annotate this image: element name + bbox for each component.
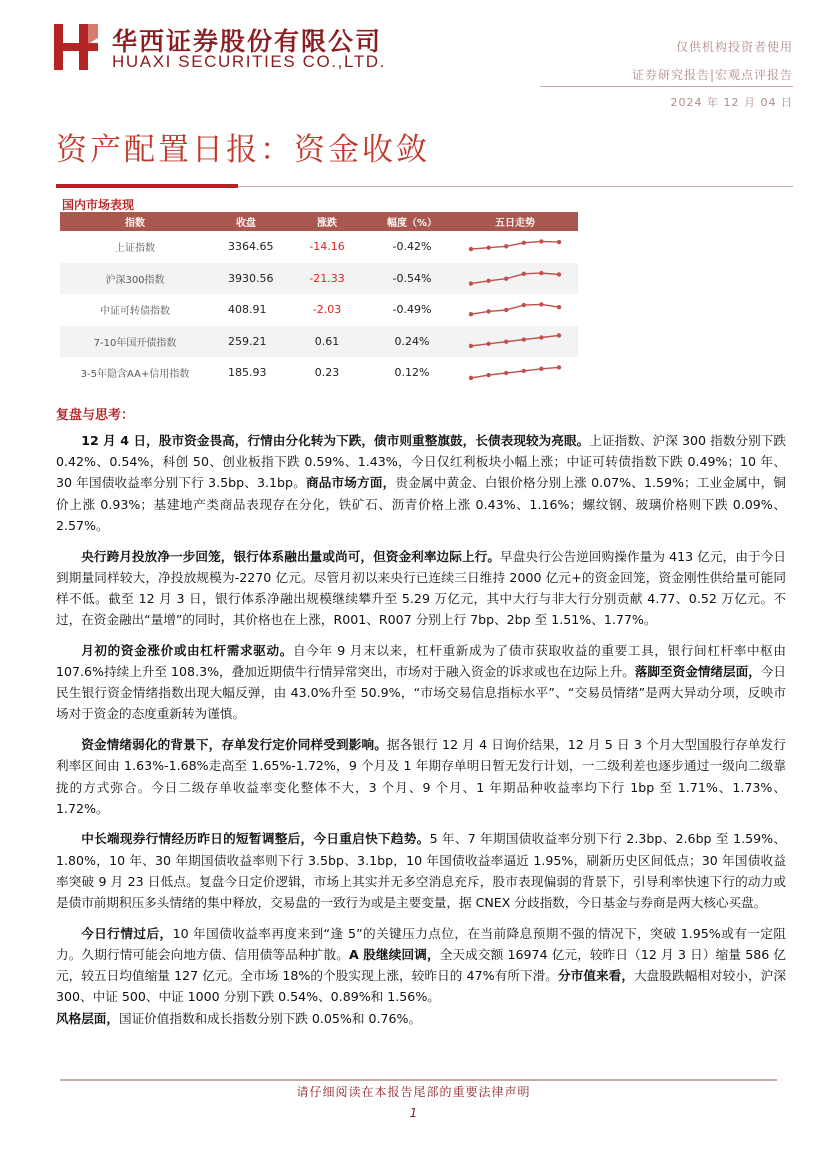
trend-sparkline [452,326,578,358]
col-header-close: 收盘 [210,212,282,231]
pct-value: 0.24% [372,326,452,358]
sparkline-point [522,240,526,244]
sparkline-point [469,344,473,348]
paragraph: 12 月 4 日，股市资金畏高，行情由分化转为下跌，债市则重整旗鼓，长债表现较为亮眼。上证指数、沪深 300 指数分别下跌 0.42%、0.54%，科创 50、创业板指下跌 0.59%、1.43%，今日仅红利板块小幅上涨；中证可转债指数下跌 0.49%；10 年、30 年国债收益率分别下行 3.5bp、3.1bp。商品市场方面，贵金属中黄金、白银价格分别上涨 0.07%、1.59%；工业金属中，铜价上涨 0.93%；基建地产类商品表现存在分化，铁矿石、沥青价格上涨 0.43%、1.16%；螺纹钢、玻璃价格则下跌 0.09%、2.57%。 [56,433,786,533]
footer-divider [60,1079,777,1081]
sparkline-point [486,279,490,283]
trend-sparkline [452,294,578,326]
title-accent-bar [56,184,238,188]
table-row [60,263,578,295]
trend-sparkline [452,263,578,295]
sparkline-point [486,342,490,346]
header-divider [540,86,793,87]
index-name: 上证指数 [60,231,210,263]
market-table [60,212,578,389]
change-value: -21.33 [282,263,372,295]
sparkline-path [471,273,559,284]
sparkline-point [539,302,543,306]
company-name-cn: 华西证券股份有限公司 [112,27,383,56]
close-value: 259.21 [210,326,282,358]
review-heading: 复盘与思考： [56,408,135,423]
change-value: -14.16 [282,231,372,263]
sparkline-path [471,304,559,314]
close-value: 3364.65 [210,231,282,263]
table-row [60,357,578,389]
legal-disclaimer: 请仔细阅读在本报告尾部的重要法律声明 [296,1085,531,1099]
table-row [60,326,578,358]
index-name: 3-5年隐含AA+信用指数 [60,357,210,389]
sparkline-point [539,271,543,275]
change-value: 0.61 [282,326,372,358]
sparkline-point [469,247,473,251]
paragraph: 中长端现券行情经历昨日的短暂调整后，今日重启快下趋势。5 年、7 年期国债收益率分别下行 2.3bp、2.6bp 至 1.59%、1.80%，10 年、30 年期国债收益率则下行 3.5bp、3.1bp，10 年国债收益率逼近 1.95%，刷新历史区间低点；30 年国债收益率突破 9 月 23 日低点。复盘今日定价逻辑，市场上其实并无多空消息充斥，股市表现偏弱的背景下，引导利率快速下行的动力或是债市前期积压多头情绪的集中释放，交易盘的一致行为或是主要变量，据 CNEX 分歧指数，今日基金与券商是两大核心买盘。 [56,831,786,911]
table-row [60,231,578,263]
pct-value: -0.49% [372,294,452,326]
sparkline-point [469,312,473,316]
sparkline-point [522,272,526,276]
company-name-en: HUAXI SECURITIES CO.,LTD. [112,52,386,71]
col-header-index: 指数 [60,212,210,231]
audience-note: 仅供机构投资者使用 [675,40,793,54]
sparkline-point [539,366,543,370]
sparkline-point [522,338,526,342]
sparkline-point [557,333,561,337]
table-row [60,294,578,326]
sparkline-point [522,303,526,307]
sparkline-point [557,240,561,244]
sparkline-point [504,340,508,344]
sparkline-point [504,371,508,375]
col-header-trend: 五日走势 [452,212,578,231]
sparkline-path [471,336,559,347]
sparkline-point [486,245,490,249]
sparkline-point [557,365,561,369]
trend-sparkline [452,231,578,263]
report-title: 资产配置日报：资金收敛 [56,132,430,168]
paragraph: 月初的资金涨价或由杠杆需求驱动。自今年 9 月末以来，杠杆重新成为了债市获取收益的重要工具，银行间杠杆率中枢由 107.6%持续上升至 108.3%，叠加近期债牛行情异常突出，市场对于融入资金的诉求或也在边际上升。落脚至资金情绪层面，今日民生银行资金情绪指数出现大幅反弹，由 43.0%升至 50.9%，“市场交易信息指标水平”、“交易员情绪”是两大异动分项，反映市场对于资金的态度重新转为谨慎。 [56,642,787,722]
sparkline-point [486,373,490,377]
title-divider [238,186,793,187]
report-type: 证券研究报告|宏观点评报告 [631,68,793,82]
paragraph: 今日行情过后，10 年国债收益率再度来到“逢 5”的关键压力点位，在当前降息预期不强的情况下，突破 1.95%或有一定阻力。久期行情可能会向地方债、信用债等品种扩散。A 股继续回调，全天成交额 16974 亿元，较昨日（12 月 3 日）缩量 586 亿元，较五日均值缩量 127 亿元。全市场 18%的个股实现上涨，较昨日的 47%有所下滑。分市值来看，大盘股跌幅相对较小，沪深 300、中证 500、中证 1000 分别下跌 0.54%、0.89%和 1.56%。 [56,925,787,1005]
pct-value: -0.54% [372,263,452,295]
sparkline-point [522,368,526,372]
sparkline-point [486,309,490,313]
col-header-change: 涨跌 [282,212,372,231]
change-value: -2.03 [282,294,372,326]
huaxi-logo-icon [54,24,98,70]
close-value: 185.93 [210,357,282,389]
trend-sparkline [452,357,578,389]
page-number: 1 [409,1106,418,1120]
paragraph: 央行跨月投放净一步回笼，银行体系融出量或尚可，但资金利率边际上行。早盘央行公告逆回购操作量为 413 亿元，由于今日到期量同样较大，净投放规模为-2270 亿元。尽管月初以来央行已连续三日维持 2000 亿元+的资金回笼，资金刚性供给量可能同样不低。截至 12 月 3 日，银行体系净融出规模继续攀升至 5.29 万亿元，其中大行与非大行分别贡献 4.77、0.52 万亿元。不过，在资金融出“量增”的同时，其价格也在上涨，R001、R007 分别上行 7bp、2bp 至 1.51%、1.77%。 [56,548,787,628]
close-value: 408.91 [210,294,282,326]
close-value: 3930.56 [210,263,282,295]
sparkline-point [469,282,473,286]
col-header-pct: 幅度（%） [372,212,452,231]
sparkline-point [504,277,508,281]
sparkline-point [557,305,561,309]
sparkline-point [469,375,473,379]
report-body [56,430,786,1029]
report-date: 2024 年 12 月 04 日 [670,96,793,109]
sparkline-point [539,336,543,340]
change-value: 0.23 [282,357,372,389]
sparkline-point [504,308,508,312]
paragraph: 风格层面，国证价值指数和成长指数分别下跌 0.05%和 0.76%。 [56,1010,422,1026]
index-name: 中证可转债指数 [60,294,210,326]
sparkline-path [471,367,559,378]
sparkline-point [539,239,543,243]
index-name: 7-10年国开债指数 [60,326,210,358]
sparkline-point [557,273,561,277]
pct-value: -0.42% [372,231,452,263]
sparkline-point [504,244,508,248]
pct-value: 0.12% [372,357,452,389]
paragraph: 资金情绪弱化的背景下，存单发行定价同样受到影响。据各银行 12 月 4 日询价结果，12 月 5 日 3 个月大型国股行存单发行利率区间由 1.63%-1.68%走高至 1.65%-1.72%，9 个月及 1 年期存单明日暂无发行计划，一二级利差也逐步通过一级向二级靠拢的方式弥合。今日二级存单收益率变化整体不大，3 个月、9 个月、1 年期品种收益率均下行 1bp 至 1.71%、1.73%、1.72%。 [56,737,786,816]
sparkline-path [471,241,559,249]
market-section-heading: 国内市场表现 [62,198,135,212]
index-name: 沪深300指数 [60,263,210,295]
